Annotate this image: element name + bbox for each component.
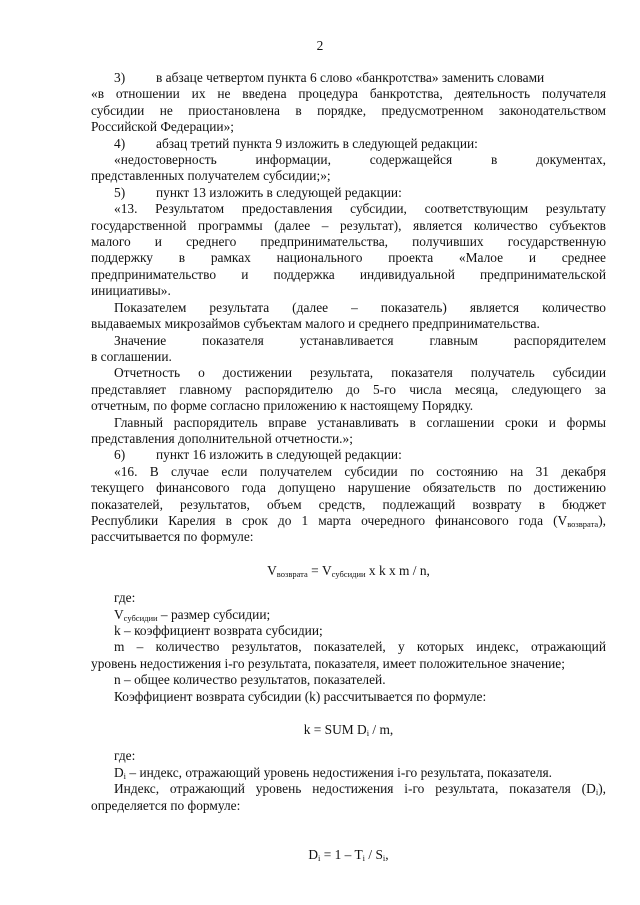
item-text: пункт 13 изложить в следующей редакции: (156, 184, 402, 200)
paragraph-last-line: представления дополнительной отчетности.»; (91, 430, 353, 446)
item-text: в абзаце четвертом пункта 6 слово «банкротства» заменить словами (156, 70, 545, 85)
page-number: 2 (316, 38, 324, 53)
paragraph-line: малого и среднего предпринимательства, получивших государственную (91, 234, 606, 250)
item-number: 5) (114, 184, 126, 200)
paragraph-first-line: «16. В случае если получателем субсидии по состоянию на 31 декабря (114, 463, 606, 479)
index-intro-cont: определяется по формуле: (91, 797, 241, 813)
document-body (91, 70, 606, 863)
k-intro: Коэффициент возврата субсидии (k) рассчитывается по формуле: (114, 688, 487, 704)
definition-m: m – количество результатов, показателей, у которых индекс, отражающий (114, 639, 606, 655)
definition-d: $D_i$ – индекс, отражающий уровень недостижения i-го результата, показателя. (114, 764, 553, 781)
where-label: где: (114, 748, 136, 764)
numbered-item (91, 447, 606, 463)
item-number: 3) (114, 70, 126, 85)
item-number: 4) (114, 135, 126, 151)
paragraph-line: государственной программы (далее – результат), является количество субъектов (91, 217, 606, 233)
numbered-item (91, 70, 606, 86)
paragraph-line: субсидии не приостановлена в порядке, предусмотренном законодательством (91, 102, 606, 118)
formula-d: $D_i = 1 - T_i / S_i$, (308, 847, 389, 864)
definition-m-cont: уровень недостижения i-го результата, показателя, имеет положительное значение; (91, 655, 565, 671)
paragraph-line: поддержку в рамках национального проекта «Малое и среднее (91, 250, 606, 266)
item-text: абзац третий пункта 9 изложить в следующей редакции: (156, 135, 478, 151)
paragraph-first-line: Отчетность о достижении результата, показателя получатель субсидии (114, 365, 606, 381)
definition-n: n – общее количество результатов, показателей. (114, 672, 386, 688)
index-intro: Индекс, отражающий уровень недостижения i-го результата, показателя $(D_i)$, (114, 781, 606, 798)
paragraph-first-line: «недостоверность информации, содержащейся в документах, (114, 152, 606, 168)
paragraph-line: представляет главному распорядителю до 5-го числа месяца, следующего за (91, 381, 606, 397)
numbered-item (91, 136, 606, 152)
item-text: пункт 16 изложить в следующей редакции: (156, 447, 402, 463)
where-label: где: (114, 590, 136, 606)
paragraph-line: показателей, результатов, объем средств, подлежащий возврату в бюджет (91, 496, 606, 512)
paragraph-first-line: Главный распорядитель вправе устанавливать в соглашении сроки и формы (114, 414, 606, 430)
paragraph-last-line: в соглашении. (91, 348, 172, 364)
paragraph-line: Республики Карелия в срок до 1 марта очередного финансового года $(V_{возврата})$, (91, 512, 606, 529)
paragraph-first-line: «13. Результатом предоставления субсидии, соответствующим результату (114, 201, 606, 217)
paragraph-line: текущего финансового года допущено нарушение обязательств по достижению (91, 480, 606, 496)
numbered-item (91, 185, 606, 201)
paragraph-line: «в отношении их не введена процедура банкротства, деятельность получателя (91, 86, 606, 102)
definition-k: k – коэффициент возврата субсидии; (114, 623, 323, 638)
item-number: 6) (114, 447, 126, 463)
paragraph-last-line: отчетным, по форме согласно приложению к настоящему Порядку. (91, 398, 474, 414)
paragraph-first-line: Значение показателя устанавливается главным распорядителем (114, 332, 606, 348)
paragraph-line: рассчитывается по формуле: (91, 529, 254, 545)
definition-v: $V_{субсидии}$ – размер субсидии; (114, 606, 271, 623)
paragraph-last-line: представленных получателем субсидии;»; (91, 168, 331, 184)
formula-k: k = SUM $D_i$ / m, (303, 722, 394, 739)
amendment-items (91, 70, 606, 513)
paragraph-last-line: Российской Федерации»; (91, 119, 234, 135)
paragraph-last-line: инициативы». (91, 283, 171, 299)
paragraph-first-line: Показателем результата (далее – показатель) является количество (114, 299, 606, 315)
paragraph-last-line: выдаваемых микрозаймов субъектам малого и среднего предпринимательства. (91, 316, 540, 332)
paragraph-line: предпринимательство и поддержка индивидуальной предпринимательской (91, 266, 606, 282)
formula-return-volume: $V_{возврата} = V_{субсидии}$ x k x m / n, (267, 562, 430, 579)
